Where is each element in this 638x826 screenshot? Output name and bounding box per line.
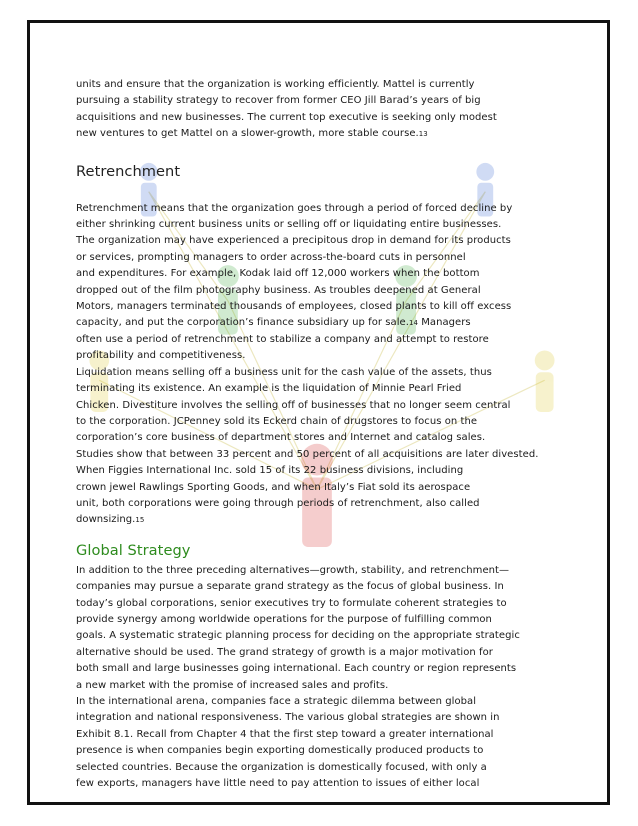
footnote-ref: 14 [408,319,418,328]
paragraph-retrenchment: Retrenchment means that the organization goes through a period of forced decline by either shrinking current business units or selling off or liquidating entire businesses. The organization may have experienced a precipitous drop in demand for its products or services, prompting managers to order across-the-board cuts in personnel and expenditures. For example, Kodak laid off 12,000 workers when the bottom dropped out of the film photography business. As troubles deepened at General Motors, managers terminated thousands of employees, closed plants to kill off excess capacity, and put the corporation’s finance subsidiary up for sale.14 Managers often use a period of retrenchment to stabilize a company and attempt to restore profitability and competitiveness. [76,202,513,362]
heading-retrenchment: Retrenchment [76,162,181,180]
footnote-ref: 13 [418,130,428,139]
footnote-ref: 15 [135,516,145,525]
paragraph-global-1: In addition to the three preceding alternatives—growth, stability, and retrenchment— companies may pursue a separate grand strategy as the focus of global business. In today’s global corporations, senior executives try to formulate coherent strategies to provide synergy among worldwide operations for the purpose of fulfilling common goals. A systematic strategic planning process for deciding on the appropriate strategic alternative should be used. The grand strategy of growth is a major motivation for both small and large businesses going international. Each country or region represents a new market with the promise of increased sales and profits. [76,564,520,691]
paragraph-global-2: In the international arena, companies face a strategic dilemma between global integration and national responsiveness. The various global strategies are shown in Exhibit 8.1. Recall from Chapter 4 that the first step toward a greater international presence is when companies begin exporting domestically produced products to selected countries. Because the organization is domestically focused, with only a few exports, managers have little need to pay attention to issues of either local [76,696,500,790]
paragraph-liquidation: Liquidation means selling off a business unit for the cash value of the assets, thus terminating its existence. An example is the liquidation of Minnie Pearl Fried Chicken. Divestiture involves the selling off of businesses that no longer seem central to the corporation. JCPenney sold its Eckerd chain of drugstores to focus on the corporation’s core business of department stores and Internet and catalog sales. Studies show that between 33 percent and 50 percent of all acquisitions are later divested. When Figgies International Inc. sold 15 of its 22 business divisions, including crown jewel Rawlings Sporting Goods, and when Italy’s Fiat sold its aerospace unit, both corporations were going through periods of retrenchment, also called downsizing.15 [76,366,539,526]
heading-global-strategy: Global Strategy [76,541,191,559]
page-body [76,77,556,792]
page-frame [27,20,610,805]
paragraph-intro: units and ensure that the organization is working efficiently. Mattel is currently pursuing a stability strategy to recover from former CEO Jill Barad’s years of big acquisitions and new businesses. The current top executive is seeking only modest new ventures to get Mattel on a slower-growth, more stable course.13 [76,79,497,140]
